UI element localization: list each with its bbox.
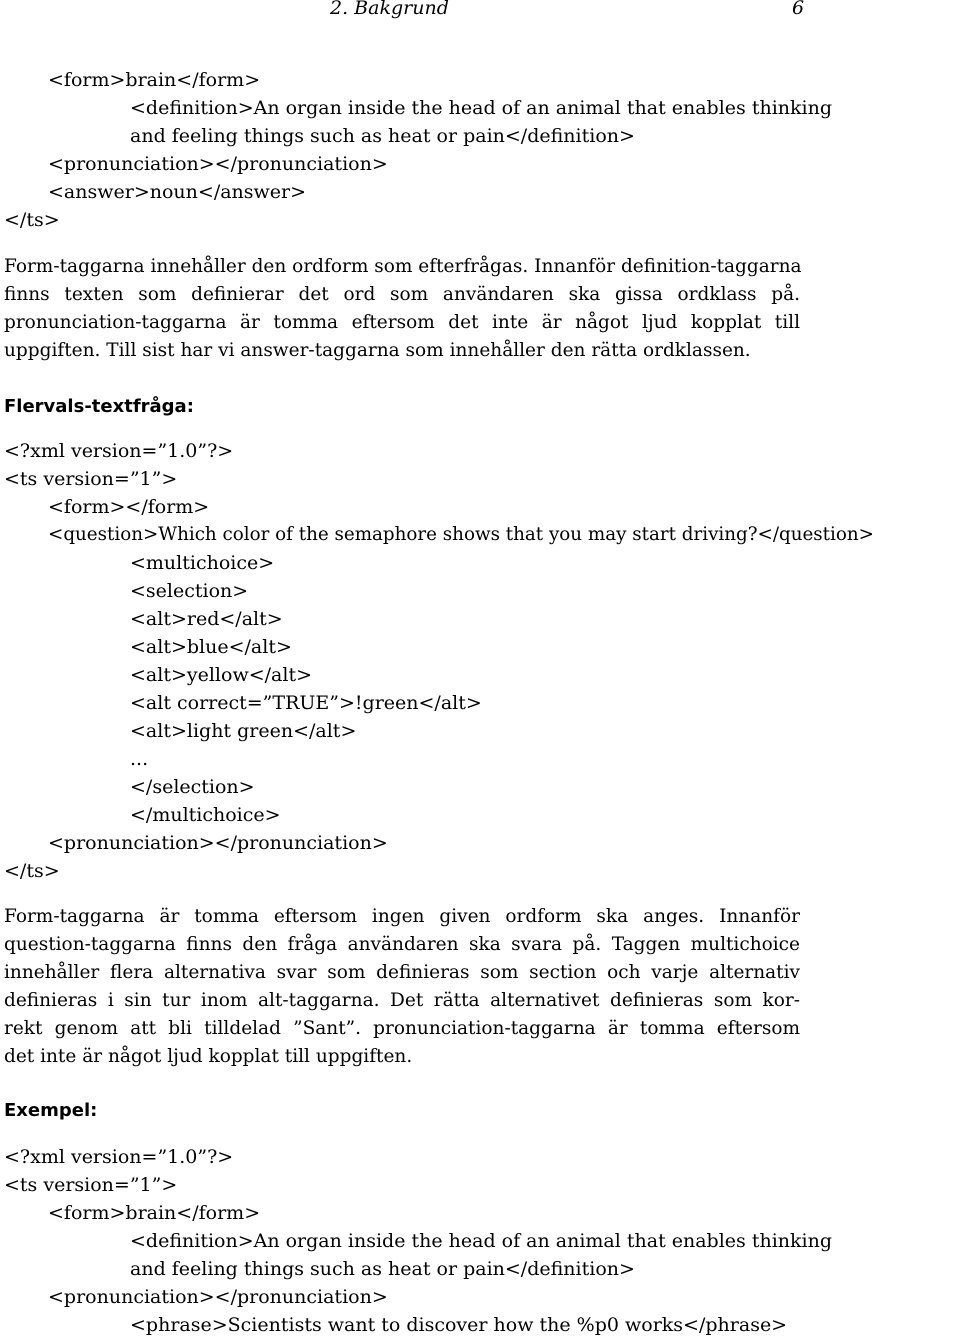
section-heading: Flervals-textfråga: bbox=[4, 396, 194, 417]
code-line: ... bbox=[130, 748, 149, 770]
code-line: <form></form> bbox=[48, 496, 210, 518]
header-section-title: 2. Bakgrund bbox=[330, 0, 449, 19]
code-line: <pronunciation></pronunciation> bbox=[48, 153, 388, 175]
code-line: <selection> bbox=[130, 580, 249, 602]
paragraph-line: question-taggarna finns den fråga användaren ska svara på. Taggen multichoice bbox=[4, 934, 800, 955]
paragraph-line: Form-taggarna är tomma eftersom ingen given ordform ska anges. Innanför bbox=[4, 906, 800, 927]
code-line: <answer>noun</answer> bbox=[48, 181, 307, 203]
code-line: <?xml version=”1.0”?> bbox=[4, 1146, 234, 1168]
code-line: <form>brain</form> bbox=[48, 69, 261, 91]
code-line: <alt>light green</alt> bbox=[130, 720, 357, 742]
code-line: <phrase>Scientists want to discover how the %p0 works</phrase> bbox=[130, 1314, 788, 1336]
running-header bbox=[0, 0, 960, 22]
code-line: <alt>red</alt> bbox=[130, 608, 283, 630]
code-line: <definition>An organ inside the head of an animal that enables thinking bbox=[130, 1230, 833, 1252]
paragraph-line: finns texten som definierar det ord som användaren ska gissa ordklass på. bbox=[4, 284, 800, 305]
code-line: <?xml version=”1.0”?> bbox=[4, 440, 234, 462]
code-line: </multichoice> bbox=[130, 804, 281, 826]
paragraph-line: Form-taggarna innehåller den ordform som efterfrågas. Innanför definition-taggarna bbox=[4, 256, 802, 277]
header-page-number: 6 bbox=[792, 0, 805, 19]
code-line: <alt>yellow</alt> bbox=[130, 664, 312, 686]
paragraph-line: pronunciation-taggarna är tomma eftersom det inte är något ljud kopplat till bbox=[4, 312, 800, 333]
paragraph-line: rekt genom att bli tilldelad ”Sant”. pronunciation-taggarna är tomma eftersom bbox=[4, 1018, 800, 1039]
code-line: <alt>blue</alt> bbox=[130, 636, 292, 658]
code-line: <question>Which color of the semaphore shows that you may start driving?</question> bbox=[48, 524, 874, 545]
code-line: <ts version=”1”> bbox=[4, 1174, 178, 1196]
code-line: <alt correct=”TRUE”>!green</alt> bbox=[130, 692, 482, 714]
code-line: </ts> bbox=[4, 860, 60, 882]
section-heading: Exempel: bbox=[4, 1100, 98, 1121]
code-line: <pronunciation></pronunciation> bbox=[48, 832, 388, 854]
code-line: <definition>An organ inside the head of an animal that enables thinking bbox=[130, 97, 833, 119]
code-line: <pronunciation></pronunciation> bbox=[48, 1286, 388, 1308]
code-line: <form>brain</form> bbox=[48, 1202, 261, 1224]
code-line: </selection> bbox=[130, 776, 255, 798]
code-line: <multichoice> bbox=[130, 552, 275, 574]
code-line: and feeling things such as heat or pain</definition> bbox=[130, 1258, 635, 1280]
code-line: </ts> bbox=[4, 209, 60, 231]
code-line: <ts version=”1”> bbox=[4, 468, 178, 490]
paragraph-line: det inte är något ljud kopplat till uppgiften. bbox=[4, 1046, 413, 1067]
code-line: and feeling things such as heat or pain</definition> bbox=[130, 125, 635, 147]
paragraph-line: uppgiften. Till sist har vi answer-taggarna som innehåller den rätta ordklassen. bbox=[4, 340, 751, 361]
paragraph-line: innehåller flera alternativa svar som definieras som section och varje alternativ bbox=[4, 962, 800, 983]
paragraph-line: definieras i sin tur inom alt-taggarna. Det rätta alternativet definieras som kor- bbox=[4, 990, 800, 1011]
